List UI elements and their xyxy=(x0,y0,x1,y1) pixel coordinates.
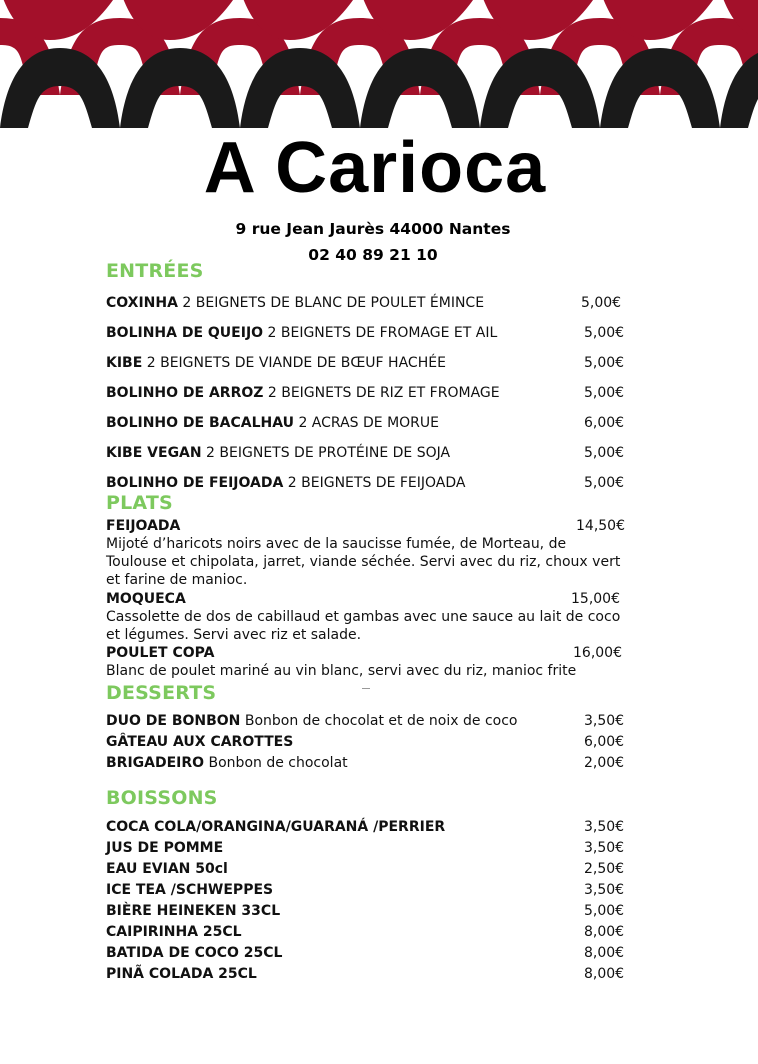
drink-price: 3,50€ xyxy=(584,840,625,856)
item-description: 2 ACRAS DE MORUE xyxy=(294,415,439,431)
item-name: BRIGADEIRO xyxy=(106,755,205,771)
menu-item xyxy=(106,324,624,342)
drink-name: COCA COLA/ORANGINA/GUARANÁ /PERRIER xyxy=(106,819,446,835)
dish-price: 14,50€ xyxy=(576,518,625,534)
section-title-entrees: ENTRÉES xyxy=(106,260,204,282)
drink-name: BATIDA DE COCO 25CL xyxy=(106,945,283,961)
drink-name: EAU EVIAN 50cl xyxy=(106,861,228,877)
dish-price: 16,00€ xyxy=(573,645,622,661)
dish-description: Blanc de poulet mariné au vin blanc, servi avec du riz, manioc frite xyxy=(106,663,577,679)
item-name: COXINHA xyxy=(106,295,178,311)
item-description: 2 BEIGNETS DE RIZ ET FROMAGE xyxy=(263,385,500,401)
item-price: 3,50€ xyxy=(584,713,625,729)
item-price: 6,00€ xyxy=(584,415,625,431)
item-description: 2 BEIGNETS DE BLANC DE POULET ÉMINCE xyxy=(177,295,485,311)
wave-pattern-banner xyxy=(0,0,758,128)
item-name: KIBE VEGAN xyxy=(106,445,202,461)
item-price: 5,00€ xyxy=(584,355,625,371)
dish-price: 15,00€ xyxy=(571,591,620,607)
menu-item xyxy=(106,712,624,730)
dish-description: Mijoté d’haricots noirs avec de la saucisse fumée, de Morteau, de Toulouse et chipolata, jarret, viande séchée. Servi avec du riz, choux vert et farine de manioc. xyxy=(106,536,621,588)
dish-name: POULET COPA xyxy=(106,645,215,661)
section-title-plats: PLATS xyxy=(106,492,173,514)
item-price: 5,00€ xyxy=(584,385,625,401)
restaurant-phone: 02 40 89 21 10 xyxy=(308,246,438,264)
item-description: Bonbon de chocolat et de noix de coco xyxy=(240,713,518,729)
drink-name: CAIPIRINHA 25CL xyxy=(106,924,242,940)
item-name: BOLINHO DE ARROZ xyxy=(106,385,264,401)
drink-name: PINÃ COLADA 25CL xyxy=(106,966,257,982)
drink-price: 8,00€ xyxy=(584,966,625,982)
drink-price: 3,50€ xyxy=(584,819,625,835)
dish-name: FEIJOADA xyxy=(106,518,181,534)
menu-item xyxy=(106,474,624,492)
drink-price: 8,00€ xyxy=(584,924,625,940)
item-price: 5,00€ xyxy=(581,295,622,311)
drink-price: 8,00€ xyxy=(584,945,625,961)
item-description: 2 BEIGNETS DE FROMAGE ET AIL xyxy=(263,325,498,341)
drink-price: 2,50€ xyxy=(584,861,625,877)
item-price: 5,00€ xyxy=(584,325,625,341)
divider xyxy=(362,688,370,689)
item-name: BOLINHA DE QUEIJO xyxy=(106,325,264,341)
dish-name: MOQUECA xyxy=(106,591,186,607)
menu-item xyxy=(106,733,624,751)
menu-item xyxy=(106,294,624,312)
drink-name: ICE TEA /SCHWEPPES xyxy=(106,882,274,898)
item-name: GÂTEAU AUX CAROTTES xyxy=(106,734,294,750)
drink-price: 5,00€ xyxy=(584,903,625,919)
item-name: BOLINHO DE FEIJOADA xyxy=(106,475,284,491)
section-title-boissons: BOISSONS xyxy=(106,787,218,809)
menu-item xyxy=(106,354,624,372)
drink-price: 3,50€ xyxy=(584,882,625,898)
item-name: BOLINHO DE BACALHAU xyxy=(106,415,294,431)
menu-item xyxy=(106,384,624,402)
item-price: 5,00€ xyxy=(584,445,625,461)
item-price: 5,00€ xyxy=(584,475,625,491)
item-price: 2,00€ xyxy=(584,755,625,771)
restaurant-name: A Carioca xyxy=(203,128,547,208)
item-description: Bonbon de chocolat xyxy=(204,755,348,771)
dish-description: Cassolette de dos de cabillaud et gambas avec une sauce au lait de coco et légumes. Servi avec riz et salade. xyxy=(106,609,621,643)
menu-item xyxy=(106,754,624,772)
menu-item xyxy=(106,414,624,432)
drink-name: JUS DE POMME xyxy=(106,840,224,856)
menu-item xyxy=(106,444,624,462)
item-description: 2 BEIGNETS DE PROTÉINE DE SOJA xyxy=(201,445,451,461)
item-price: 6,00€ xyxy=(584,734,625,750)
item-description: 2 BEIGNETS DE VIANDE DE BŒUF HACHÉE xyxy=(142,355,446,371)
section-title-desserts: DESSERTS xyxy=(106,682,217,704)
restaurant-address: 9 rue Jean Jaurès 44000 Nantes xyxy=(235,220,511,238)
item-name: KIBE xyxy=(106,355,143,371)
item-name: DUO DE BONBON xyxy=(106,713,241,729)
item-description: 2 BEIGNETS DE FEIJOADA xyxy=(283,475,466,491)
drink-name: BIÈRE HEINEKEN 33CL xyxy=(106,903,281,919)
